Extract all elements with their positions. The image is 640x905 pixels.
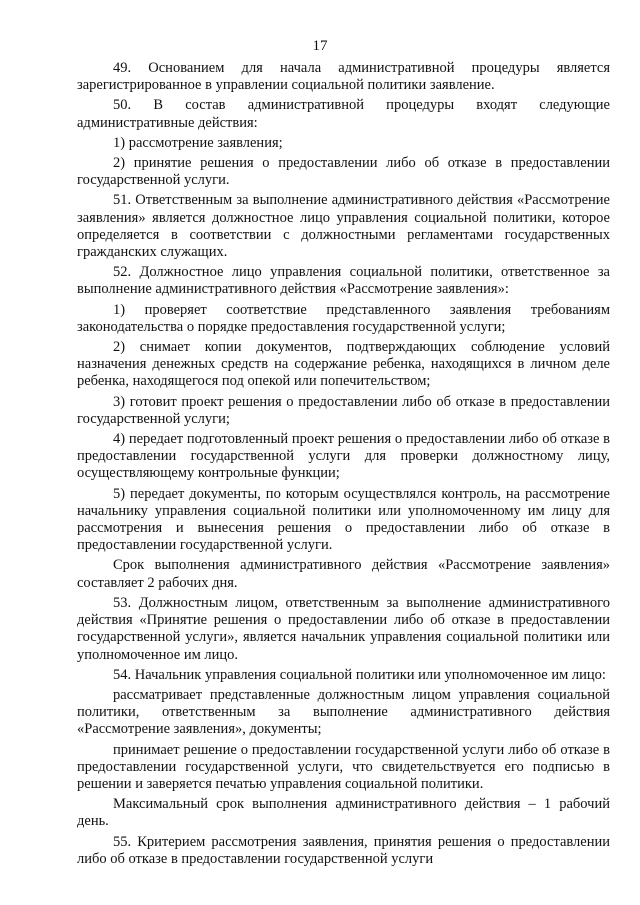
list-item: 1) рассмотрение заявления; — [113, 134, 283, 151]
document-body — [77, 60, 610, 871]
list-item: 2) принятие решения о предоставлении либо об отказе в предоставлении государственной услуги. — [77, 155, 610, 189]
list-item: принимает решение о предоставлении государственной услуги либо об отказе в предоставлении государственной услуги, что свидетельствуется его подписью в решении и заверяется печатью управления социальной политики. — [77, 741, 610, 792]
list-item: 1) проверяет соответствие представленного заявления требованиям законодательства о порядке предоставления государственной услуги; — [77, 301, 610, 335]
paragraph-54: 54. Начальник управления социальной политики или уполномоченное им лицо: — [113, 666, 606, 683]
paragraph-49: 49. Основанием для начала административной процедуры является зарегистрированное в управлении социальной политики заявление. — [77, 60, 610, 94]
paragraph-51: 51. Ответственным за выполнение административного действия «Рассмотрение заявления» является должностное лицо управления социальной политики, которое определяется в соответствии с должностными регламентами государственных гражданских служащих. — [77, 192, 610, 261]
list-item: 5) передает документы, по которым осуществлялся контроль, на рассмотрение начальнику управления социальной политики или уполномоченному им лицу для рассмотрения и вынесения решения о предоставлении либо об отказе в предоставлении государственной услуги. — [77, 485, 610, 554]
paragraph-53: 53. Должностным лицом, ответственным за выполнение административного действия «Принятие решения о предоставлении либо об отказе в предоставлении государственной услуги», является начальник управления социальной политики или уполномоченное им лицо. — [77, 594, 610, 663]
paragraph-55: 55. Критерием рассмотрения заявления, принятия решения о предоставлении либо об отказе в предоставлении государственной услуги — [77, 833, 610, 867]
paragraph-term: Максимальный срок выполнения административного действия – 1 рабочий день. — [77, 796, 610, 830]
paragraph-52: 52. Должностное лицо управления социальной политики, ответственное за выполнение административного действия «Рассмотрение заявления»: — [77, 264, 610, 298]
paragraph-term: Срок выполнения административного действия «Рассмотрение заявления» составляет 2 рабочих дня. — [77, 557, 610, 591]
paragraph-50: 50. В состав административной процедуры входят следующие административные действия: — [77, 97, 610, 131]
list-item: рассматривает представленные должностным лицом управления социальной политики, ответственным за выполнение административного действия «Рассмотрение заявления», документы; — [77, 686, 610, 738]
page-number: 17 — [312, 38, 328, 54]
list-item: 3) готовит проект решения о предоставлении либо об отказе в предоставлении государственной услуги; — [77, 393, 610, 427]
list-item: 4) передает подготовленный проект решения о предоставлении либо об отказе в предоставлении государственной услуги для проверки должностному лицу, осуществляющему контрольные функции; — [77, 431, 610, 482]
list-item: 2) снимает копии документов, подтверждающих соблюдение условий назначения денежных средств на содержание ребенка, находящихся в личном деле ребенка, находящегося под опекой или попечительством; — [77, 339, 610, 390]
